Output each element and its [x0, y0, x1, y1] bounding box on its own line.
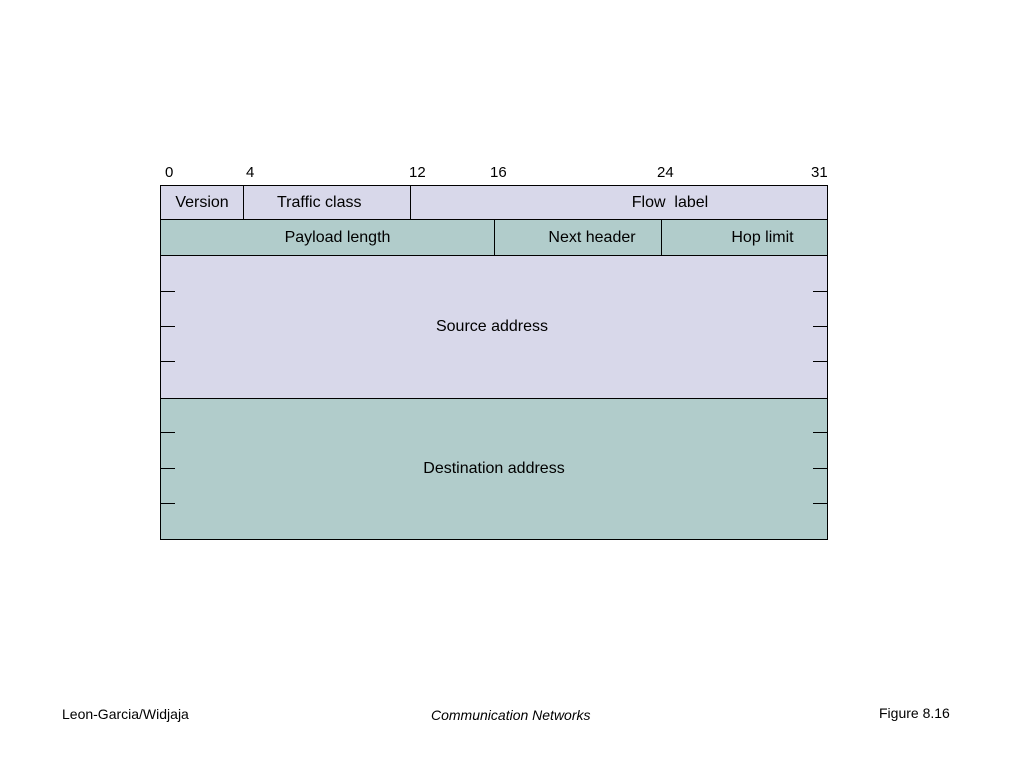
traffic-class-label: Traffic class: [277, 193, 362, 211]
destination-address-field: [160, 398, 828, 540]
footer-figure-number: Figure 8.16: [879, 705, 950, 721]
bit-tick-12: 12: [409, 164, 426, 181]
continuation-dash: [161, 361, 175, 362]
source-address-field: [160, 255, 828, 399]
continuation-dash: [813, 503, 827, 504]
continuation-dash: [161, 326, 175, 327]
continuation-dash: [813, 291, 827, 292]
next-header-field: [494, 219, 662, 256]
flow-label-label: Flow label: [631, 193, 709, 211]
version-field: [160, 185, 244, 220]
hop-limit-field: [661, 219, 828, 256]
continuation-dash: [813, 432, 827, 433]
continuation-dash: [161, 503, 175, 504]
bit-tick-4: 4: [246, 164, 255, 181]
hop-limit-label: Hop limit: [731, 228, 794, 246]
bit-tick-31: 31: [811, 164, 828, 181]
continuation-dash: [813, 326, 827, 327]
bit-tick-0: 0: [165, 164, 174, 181]
destination-address-label: Destination address: [423, 460, 565, 477]
footer-book-title: Communication Networks: [431, 707, 591, 723]
continuation-dash: [813, 468, 827, 469]
bit-tick-16: 16: [490, 164, 507, 181]
version-label: Version: [175, 193, 229, 211]
footer-authors: Leon-Garcia/Widjaja: [62, 706, 189, 722]
payload-length-label: Payload length: [284, 228, 391, 246]
continuation-dash: [161, 468, 175, 469]
source-address-label: Source address: [435, 318, 549, 335]
payload-length-field: [160, 219, 495, 256]
continuation-dash: [161, 291, 175, 292]
next-header-label: Next header: [548, 228, 636, 246]
bit-tick-24: 24: [657, 164, 674, 181]
continuation-dash: [161, 432, 175, 433]
traffic-class-field: [243, 185, 411, 220]
flow-label-field: [410, 185, 828, 220]
ipv6-header-diagram: [160, 185, 828, 540]
continuation-dash: [813, 361, 827, 362]
